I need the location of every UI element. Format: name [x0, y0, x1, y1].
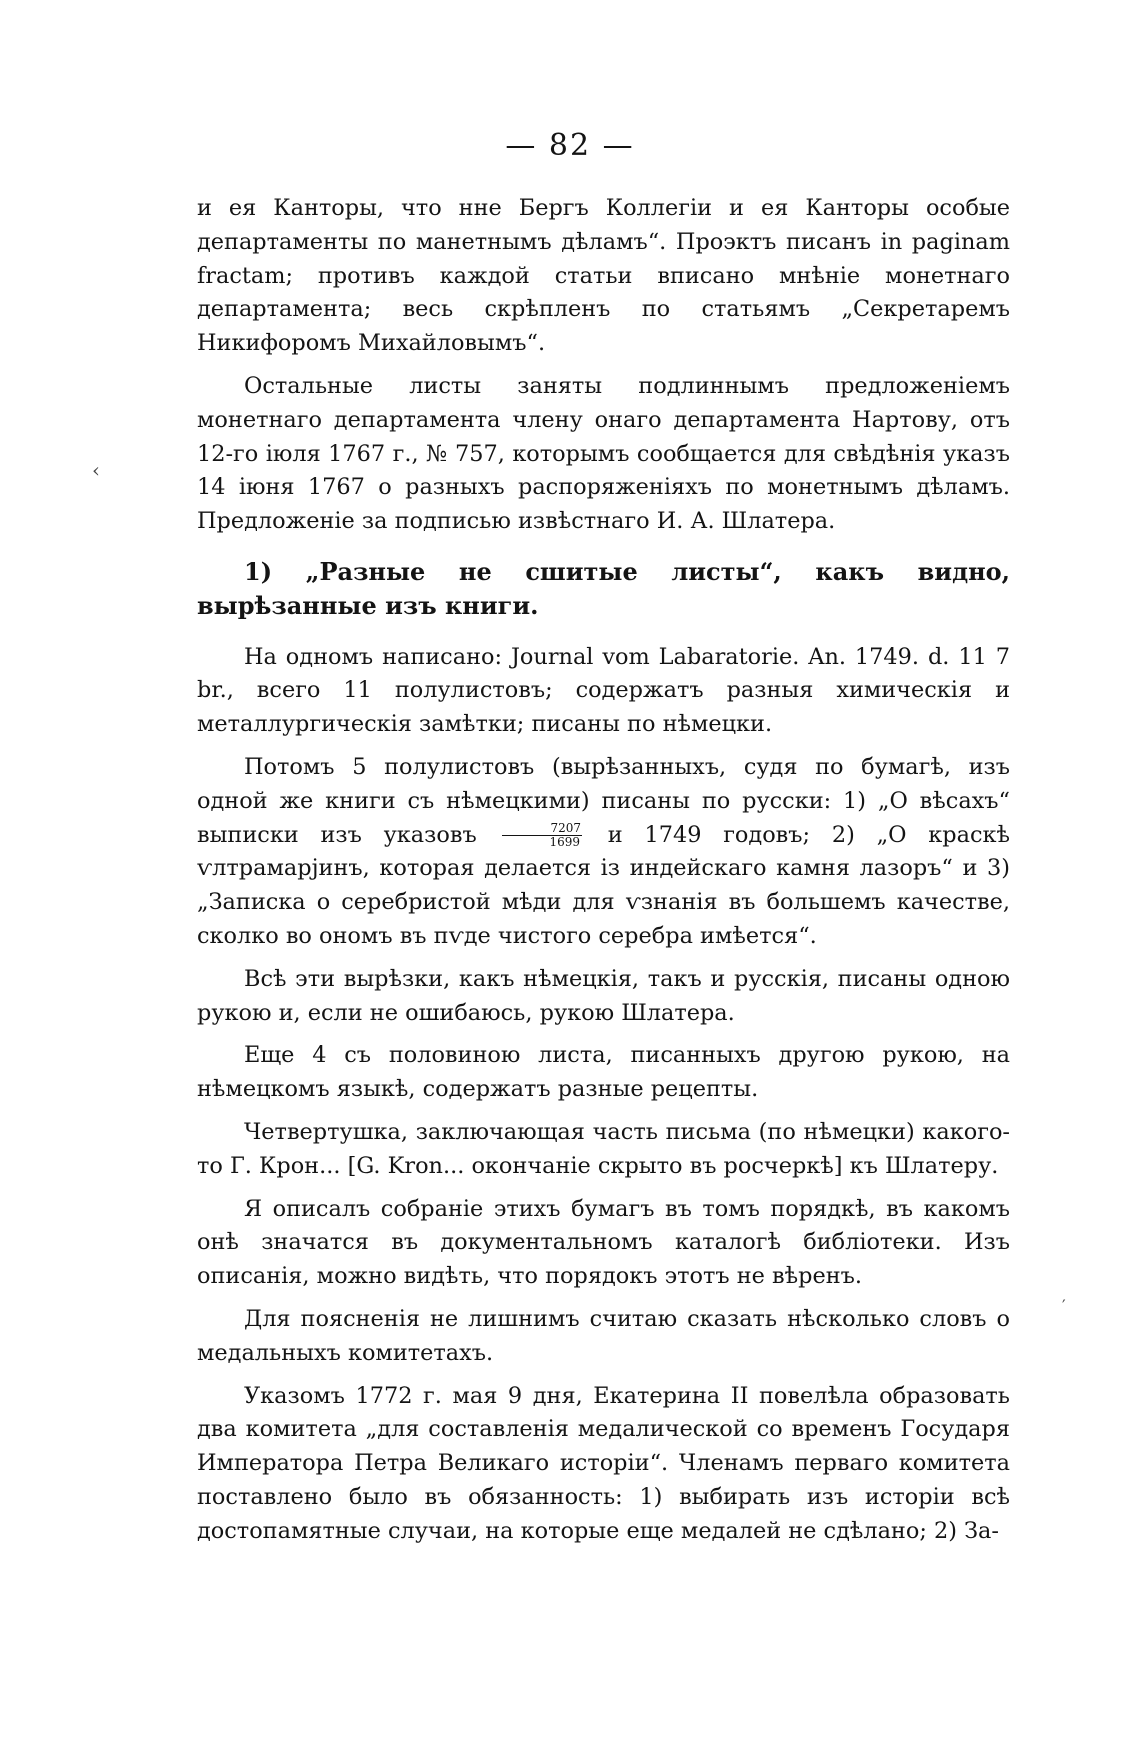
margin-mark: ‹: [92, 458, 100, 482]
paragraph: Еще 4 съ половиною листа, писанныхъ другою рукою, на нѣмецкомъ языкѣ, содержатъ разные рецепты.: [197, 1042, 1010, 1103]
paragraph: На одномъ написано: Journal vom Labaratorie. An. 1749. d. 11 7 br., всего 11 полулистовъ; содержатъ разныя химическія и металлургическія замѣтки; писаны по нѣмецки.: [197, 643, 1010, 738]
fraction-numerator: 7207: [502, 822, 582, 836]
fraction-years: [502, 822, 582, 849]
margin-mark: ′: [1062, 1296, 1066, 1315]
section-heading: 1) „Разные не сшитые листы“, какъ видно, вырѣзанные изъ книги.: [197, 556, 1010, 620]
fraction-denominator: 1699: [549, 835, 581, 850]
paragraph-continuation: и ея Канторы, что нне Бергъ Коллегіи и ея Канторы особые департаменты по манетнымъ дѣламъ“. Проэктъ писанъ in paginam fractam; противъ каждой статьи вписано мнѣніе монетнаго департамента; весь скрѣпленъ по статьямъ „Секретаремъ Никифоромъ Михайловымъ“.: [197, 195, 1010, 357]
page-number: — 82 —: [505, 128, 635, 163]
paragraph: Указомъ 1772 г. мая 9 дня, Екатерина II повелѣла образовать два комитета „для составленія медалической со временъ Государя Императора Петра Великаго исторіи“. Членамъ перваго комитета поставлено было въ обязанность: 1) выбирать изъ исторіи всѣ достопамятные случаи, на которые еще медалей не сдѣлано; 2) За-: [197, 1382, 1010, 1544]
body-text: [197, 192, 1010, 1548]
paragraph: [197, 751, 1010, 954]
paragraph: Остальные листы заняты подлиннымъ предложеніемъ монетнаго департамента члену онаго департамента Нартову, отъ 12-го іюля 1767 г., № 757, которымъ сообщается для свѣдѣнія указъ 14 іюня 1767 о разныхъ распоряженіяхъ по монетнымъ дѣламъ. Предложеніе за подписью извѣстнаго И. А. Шлатера.: [197, 372, 1010, 535]
paragraph-text-after-fraction: и 1749 годовъ; 2) „О краскѣ ѵлтрамарјинъ, которая делается із индейскаго камня лазоръ“ и 3) „Записка о серебристой мѣди для ѵзнанія въ большемъ качестве, сколко во ономъ въ пѵде чистого серебра имѣется“.: [197, 821, 1010, 949]
paragraph: Четвертушка, заключающая часть письма (по нѣмецки) какого-то Г. Крон... [G. Kron... окончаніе скрыто въ росчеркѣ] къ Шлатеру.: [197, 1118, 1010, 1179]
paragraph: Для поясненія не лишнимъ считаю сказать нѣсколько словъ о медальныхъ комитетахъ.: [197, 1305, 1010, 1366]
paragraph: Я описалъ собраніе этихъ бумагъ въ томъ порядкѣ, въ какомъ онѣ значатся въ документальномъ каталогѣ библіотеки. Изъ описанія, можно видѣть, что порядокъ этотъ не вѣренъ.: [197, 1195, 1010, 1290]
paragraph-text-before-fraction: Потомъ 5 полулистовъ (вырѣзанныхъ, судя по бумагѣ, изъ одной же книги съ нѣмецкими) писаны по русски: 1) „О вѣсахъ“ выписки изъ указовъ: [197, 753, 1010, 848]
paragraph: Всѣ эти вырѣзки, какъ нѣмецкія, такъ и русскія, писаны одною рукою и, если не ошибаюсь, рукою Шлатера.: [197, 965, 1010, 1026]
